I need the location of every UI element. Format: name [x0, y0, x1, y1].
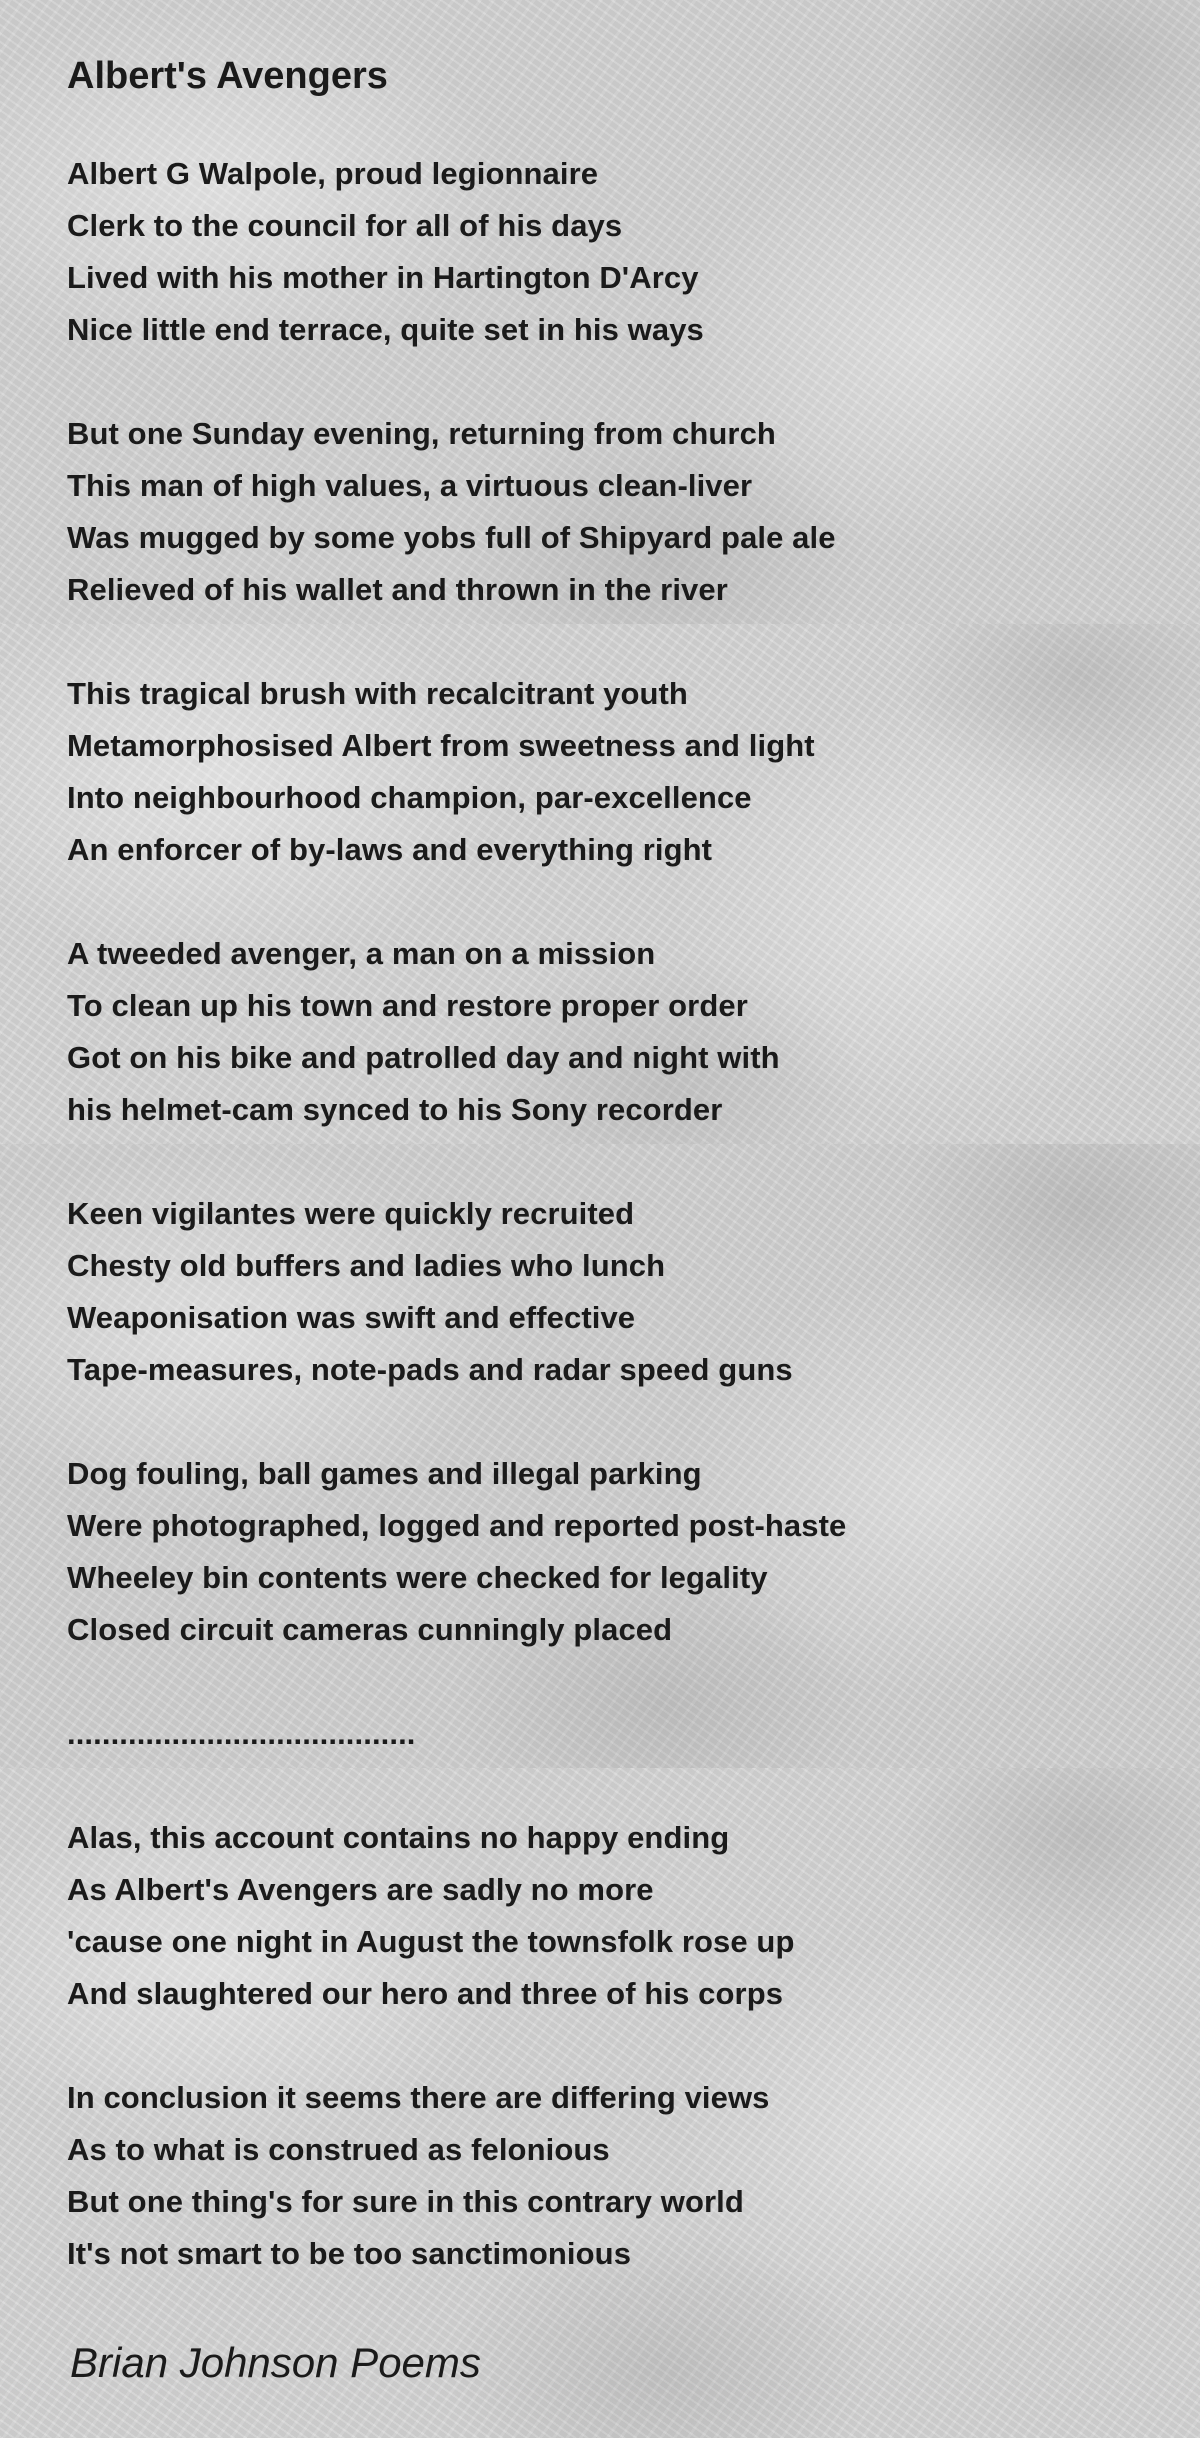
- poem-line: Albert G Walpole, proud legionnaire: [67, 156, 599, 191]
- poem-line: Closed circuit cameras cunningly placed: [67, 1612, 673, 1647]
- poem-line: Keen vigilantes were quickly recruited: [67, 1196, 635, 1231]
- poem-line: Alas, this account contains no happy ending: [67, 1820, 730, 1855]
- poem-line: Lived with his mother in Hartington D'Arcy: [67, 260, 699, 295]
- poem-line: But one Sunday evening, returning from church: [67, 416, 776, 451]
- poem-title: Albert's Avengers: [67, 55, 388, 97]
- poem-line: Nice little end terrace, quite set in his ways: [67, 312, 704, 347]
- poem-line: Tape-measures, note-pads and radar speed guns: [67, 1352, 793, 1387]
- poem-line: It's not smart to be too sanctimonious: [67, 2236, 632, 2271]
- poem-line: But one thing's for sure in this contrary world: [67, 2184, 744, 2219]
- poem-line: In conclusion it seems there are differing views: [67, 2080, 770, 2115]
- poem-line: his helmet-cam synced to his Sony recorder: [67, 1092, 723, 1127]
- poem-line: Got on his bike and patrolled day and night with: [67, 1040, 780, 1075]
- poem-line: Metamorphosised Albert from sweetness and light: [67, 728, 815, 763]
- poem-line: And slaughtered our hero and three of his corps: [67, 1976, 784, 2011]
- poem-line: Were photographed, logged and reported post-haste: [67, 1508, 847, 1543]
- poem-line: Weaponisation was swift and effective: [67, 1300, 636, 1335]
- poem-line: This man of high values, a virtuous clean-liver: [67, 468, 753, 503]
- poem-line: Wheeley bin contents were checked for legality: [67, 1560, 768, 1595]
- poem-line: A tweeded avenger, a man on a mission: [67, 936, 656, 971]
- poem-line: Clerk to the council for all of his days: [67, 208, 623, 243]
- poem-line: Chesty old buffers and ladies who lunch: [67, 1248, 666, 1283]
- author-signature: Brian Johnson Poems: [70, 2339, 481, 2386]
- poem-line: To clean up his town and restore proper order: [67, 988, 748, 1023]
- poem-line: Dog fouling, ball games and illegal parking: [67, 1456, 702, 1491]
- poem-line: This tragical brush with recalcitrant youth: [67, 676, 688, 711]
- poem-line: As to what is construed as felonious: [67, 2132, 610, 2167]
- poem-line: Was mugged by some yobs full of Shipyard pale ale: [67, 520, 836, 555]
- poem-line: Into neighbourhood champion, par-excellence: [67, 780, 752, 815]
- poem-line: As Albert's Avengers are sadly no more: [67, 1872, 654, 1907]
- poem-line: An enforcer of by-laws and everything right: [67, 832, 713, 867]
- section-divider: ........................................: [67, 1716, 416, 1751]
- poem-line: Relieved of his wallet and thrown in the river: [67, 572, 728, 607]
- poem-line: 'cause one night in August the townsfolk rose up: [67, 1924, 795, 1959]
